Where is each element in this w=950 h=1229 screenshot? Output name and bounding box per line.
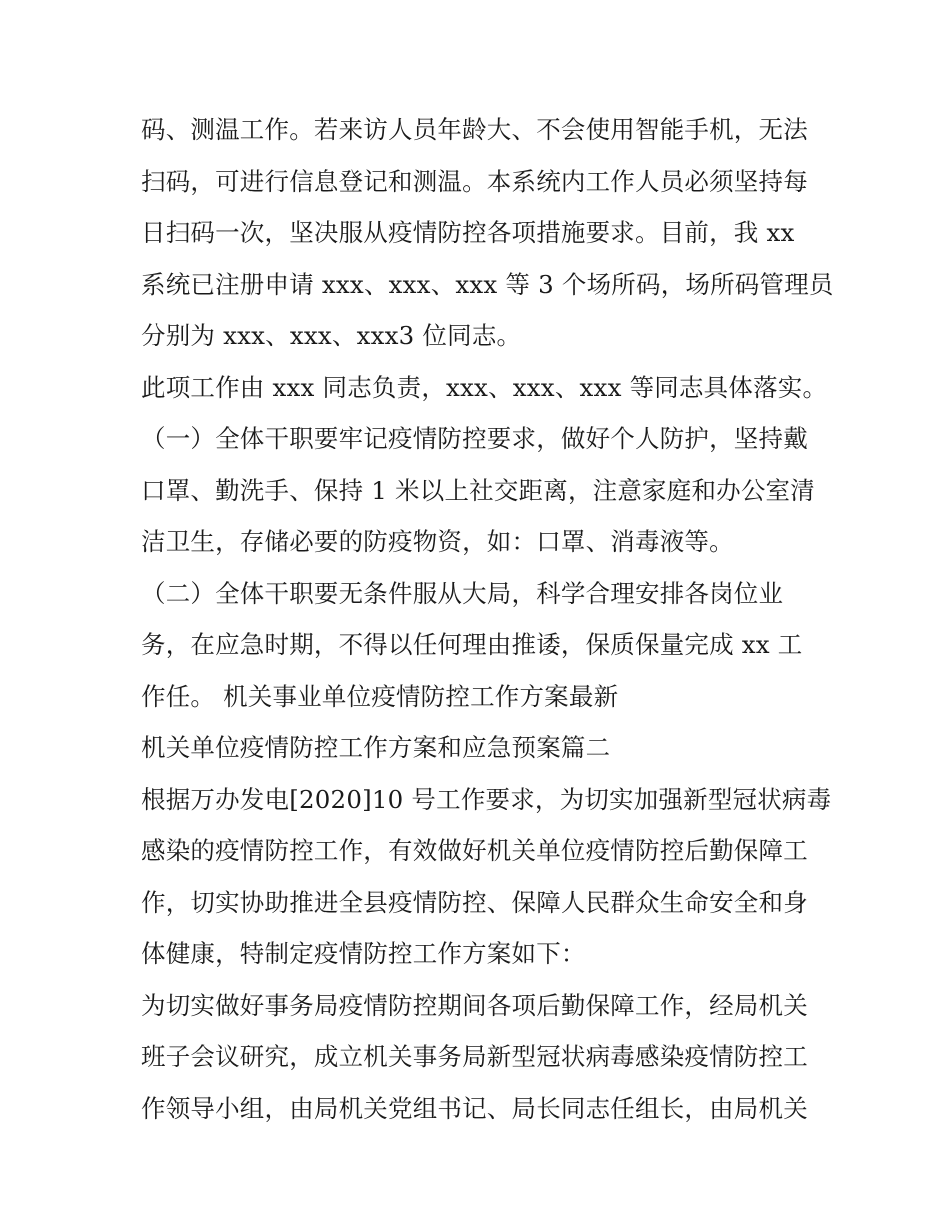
body-line: 此项工作由 xxx 同志负责，xxx、xxx、xxx 等同志具体落实。 [141,372,828,402]
document-body [141,104,834,1134]
body-line: 根据万办发电[2020]10 号工作要求，为切实加强新型冠状病毒 [141,784,832,814]
body-line: 体健康，特制定疫情防控工作方案如下： [141,939,586,968]
body-line: 分别为 xxx、xxx、xxx3 位同志。 [141,321,522,350]
body-line: 作领导小组，由局机关党组书记、局长同志任组长，由局机关 [141,1093,808,1123]
body-line: 作任。 机关事业单位疫情防控工作方案最新 [141,681,619,711]
body-line: （二）全体干职要无条件服从大局，科学合理安排各岗位业 [141,578,784,608]
body-line: 为切实做好事务局疫情防控期间各项后勤保障工作，经局机关 [141,990,808,1020]
body-line: 口罩、勤洗手、保持 1 米以上社交距离，注意家庭和办公室清 [141,475,815,505]
body-line: 感染的疫情防控工作，有效做好机关单位疫情防控后勤保障工 [141,836,808,865]
body-line: 作，切实协助推进全县疫情防控、保障人民群众生命安全和身 [141,887,808,917]
body-line: 班子会议研究，成立机关事务局新型冠状病毒感染疫情防控工 [141,1042,808,1071]
body-line: （一）全体干职要牢记疫情防控要求，做好个人防护，坚持戴 [141,424,808,453]
body-line: 日扫码一次，坚决服从疫情防控各项措施要求。目前，我 xx [141,218,795,247]
body-line: 洁卫生，存储必要的防疫物资，如：口罩、消毒液等。 [141,527,734,556]
section-heading: 机关单位疫情防控工作方案和应急预案篇二 [141,733,611,762]
body-line: 扫码，可进行信息登记和测温。本系统内工作人员必须坚持每 [141,166,808,196]
body-line: 码、测温工作。若来访人员年龄大、不会使用智能手机，无法 [141,115,808,144]
body-line: 系统已注册申请 xxx、xxx、xxx 等 3 个场所码，场所码管理员 [141,269,834,299]
body-line: 务，在应急时期，不得以任何理由推诿，保质保量完成 xx 工 [141,630,803,659]
